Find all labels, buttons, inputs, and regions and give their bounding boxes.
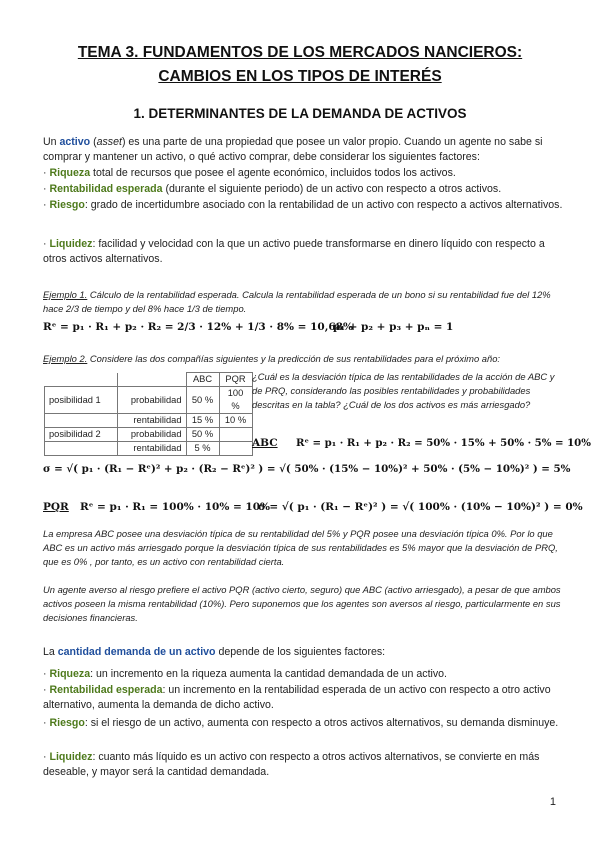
title-line-1: TEMA 3. FUNDAMENTOS DE LOS MERCADOS NANCIEROS: xyxy=(77,44,523,61)
factor-item: · Riqueza total de recursos que posee el agente económico, incluidos todos los activos. xyxy=(43,167,456,179)
abc-expected-return: Rᵉ = p₁ · R₁ + p₂ · R₂ = 50% · 15% + 50% · 5% = 10% xyxy=(296,437,591,449)
ejemplo-2: Ejemplo 2. Considere las dos compañías siguientes y la predicción de sus rentabilidades para el próximo año: xyxy=(43,353,501,364)
probability-constraint: p₁ + p₂ + p₃ + pₙ = 1 xyxy=(333,321,454,333)
pqr-sigma: σ = √( p₁ · (R₁ − Rᵉ)² ) = √( 100% · (10% − 10%)² ) = 0% xyxy=(258,501,583,513)
abc-label: ABC xyxy=(252,437,278,449)
ejemplo-2-question: ¿Cuál es la desviación típica de las rentabilidades de la acción de ABC y de PRQ, considerando las posibles rentabilidades y probabilidades descritas en la tabla? ¿Cuál de los dos activos es más arriesgado? xyxy=(252,371,555,410)
section-heading: 1. DETERMINANTES DE LA DEMANDA DE ACTIVOS xyxy=(133,106,467,121)
factor2-item: · Rentabilidad esperada: un incremento en la rentabilidad esperada de un activo con respecto a otro activo alternativo, aumenta la demanda de dicho activo. xyxy=(43,684,551,712)
factor-item: · Riesgo: grado de incertidumbre asociado con la rentabilidad de un activo con respecto a activos alternativos. xyxy=(43,199,563,211)
table-row: posibilidad 2 probabilidad 50 % xyxy=(45,428,253,442)
page-number: 1 xyxy=(549,796,556,808)
term-cantidad-demanda: cantidad demanda de un activo xyxy=(57,646,216,658)
pqr-expected-return: Rᵉ = p₁ · R₁ = 100% · 10% = 10% xyxy=(80,501,270,513)
table-row: rentabilidad 5 % xyxy=(45,442,253,456)
factor2-item: · Riqueza: un incremento en la riqueza aumenta la cantidad demandada de un activo. xyxy=(43,668,448,680)
pqr-label: PQR xyxy=(43,501,69,513)
title-line-2: CAMBIOS EN LOS TIPOS DE INTERÉS xyxy=(158,68,442,85)
ejemplo-1: Ejemplo 1. Cálculo de la rentabilidad esperada. Calcula la rentabilidad esperada de un bono si su rentabilidad fue del 12% hace 2/3 de tiempo y del 8% hace 1/3 de tiempo. xyxy=(43,289,551,314)
table-header-row: ABC PQR xyxy=(45,373,253,387)
conclusion-2: Un agente averso al riesgo prefiere el activo PQR (activo cierto, seguro) que ABC (activo arriesgado), a pesar de que ambos activos poseen la misma rentabilidad (10%). Pero suponemos que los agentes son aversos al riesgo, particularmente en sus decisiones financieras. xyxy=(43,584,561,623)
demanda-intro: La cantidad demanda de un activo depende de los siguientes factores: xyxy=(43,646,386,658)
table-row: posibilidad 1 probabilidad 50 % 100 % xyxy=(45,387,253,414)
table-row: rentabilidad 15 % 10 % xyxy=(45,414,253,428)
factor-item: · Liquidez: facilidad y velocidad con la que un activo puede transformarse en dinero líquido con respecto a otros activos alternativos. xyxy=(43,238,545,266)
abc-sigma: σ = √( p₁ · (R₁ − Rᵉ)² + p₂ · (R₂ − Rᵉ)² ) = √( 50% · (15% − 10%)² + 50% · (5% − 10%)² ) = 5% xyxy=(43,463,571,475)
ejemplo-1-formula: Rᵉ = p₁ · R₁ + p₂ · R₂ = 2/3 · 12% + 1/3 · 8% = 10,68% xyxy=(43,321,353,333)
intro-paragraph: Un activo (asset) es una parte de una propiedad que posee un valor propio. Cuando un agente no sabe si comprar y mantener un activo, o qué activo comprar, debe considerar los siguientes factores: xyxy=(43,136,543,164)
factor-item: · Rentabilidad esperada (durante el siguiente periodo) de un activo con respecto a otros activos. xyxy=(43,183,502,195)
term-activo: activo xyxy=(59,136,91,148)
conclusion-1: La empresa ABC posee una desviación típica de su rentabilidad del 5% y PQR posee una desviación típica 0%. Por lo que ABC es un activo más arriesgado porque la desviación típica de sus rentabilidades es 5% mayor que la desviación de PRQ, que es 0% , por tanto, es un activo con rentabilidad cierta. xyxy=(43,528,558,567)
factor2-item: · Liquidez: cuanto más líquido es un activo con respecto a otros activos alternativos, se convierte en más deseable, y mayor será la cantidad demandada. xyxy=(43,751,540,779)
returns-table xyxy=(44,372,253,456)
factor2-item: · Riesgo: si el riesgo de un activo, aumenta con respecto a otros activos alternativos, su demanda disminuye. xyxy=(43,717,559,729)
